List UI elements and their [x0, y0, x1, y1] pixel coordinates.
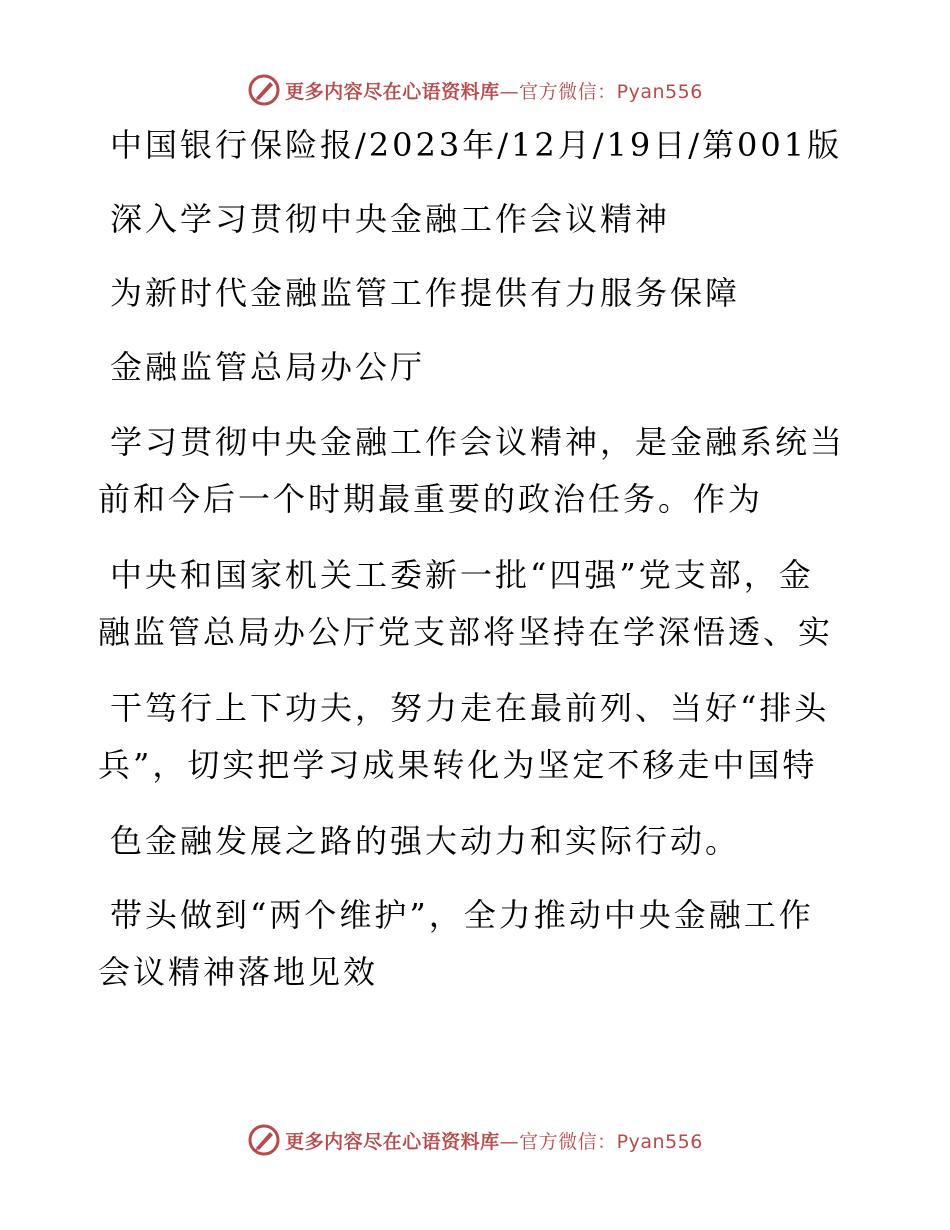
header-separator: — [499, 80, 520, 103]
header-wechat-id: 官方微信：Pyan556 [519, 80, 703, 103]
footer-separator: — [499, 1130, 520, 1153]
body-line: 中央和国家机关工委新一批“四强”党支部，金 [110, 556, 814, 594]
body-line: 前和今后一个时期最重要的政治任务。作为 [98, 480, 764, 518]
header-watermark-text [285, 77, 703, 104]
header-library-name: 更多内容尽在心语资料库 [285, 80, 500, 103]
body-line: 兵”，切实把学习成果转化为坚定不移走中国特 [98, 746, 818, 784]
quill-logo-icon [247, 1123, 281, 1157]
body-line: 色金融发展之路的强大动力和实际行动。 [110, 822, 741, 860]
quill-logo-icon [247, 73, 281, 107]
author: 金融监管总局办公厅 [110, 348, 426, 386]
footer-library-name: 更多内容尽在心语资料库 [285, 1130, 500, 1153]
footer-wechat-id: 官方微信：Pyan556 [519, 1130, 703, 1153]
footer-watermark-text [285, 1127, 703, 1154]
header-watermark-banner [0, 70, 950, 110]
body-line: 学习贯彻中央金融工作会议精神，是金融系统当 [110, 423, 846, 461]
body-line: 会议精神落地见效 [98, 953, 379, 991]
body-line: 干笃行上下功夫，努力走在最前列、当好“排头 [110, 689, 830, 727]
footer-watermark-banner [0, 1120, 950, 1160]
body-line: 融监管总局办公厅党支部将坚持在学深悟透、实 [98, 613, 834, 651]
title-line-1: 深入学习贯彻中央金融工作会议精神 [110, 200, 671, 238]
body-line: 带头做到“两个维护”，全力推动中央金融工作 [110, 896, 814, 934]
dateline: 中国银行保险报/2023年/12月/19日/第001版 [110, 126, 843, 164]
title-line-2: 为新时代金融监管工作提供有力服务保障 [110, 274, 741, 312]
